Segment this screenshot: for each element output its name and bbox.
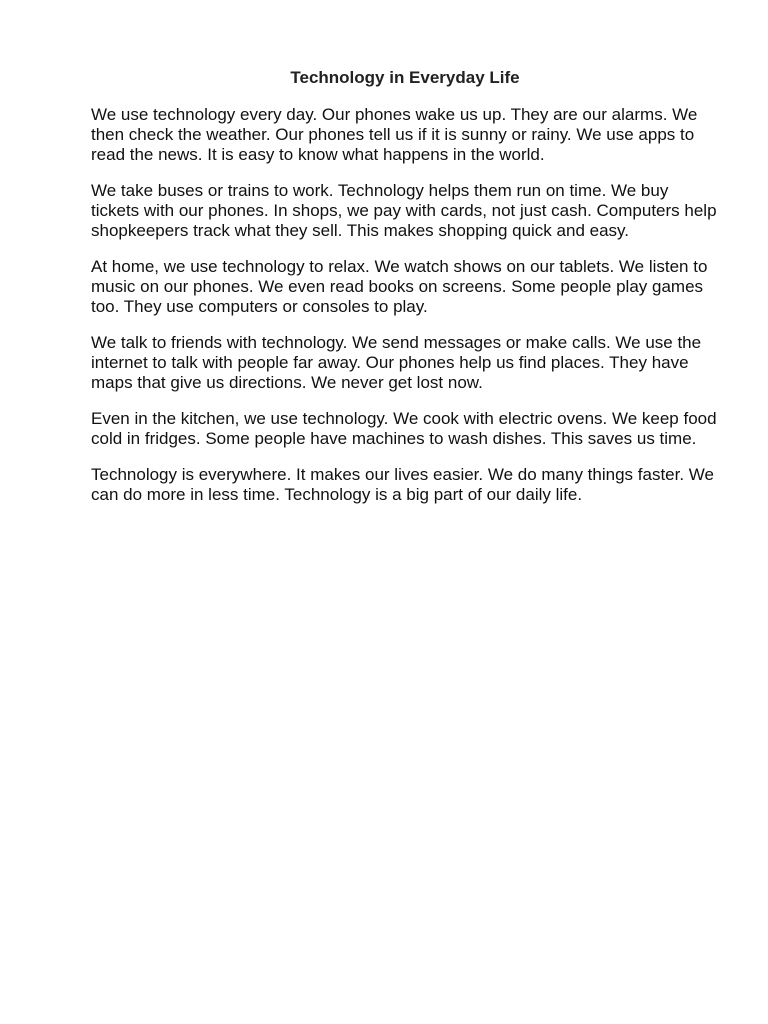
document-title: Technology in Everyday Life (290, 68, 520, 87)
paragraph-home-relax: At home, we use technology to relax. We watch shows on our tablets. We listen to music on our phones. We even read books on screens. Some people play games too. They use computers or consoles to play. (91, 257, 708, 316)
paragraph-conclusion: Technology is everywhere. It makes our lives easier. We do many things faster. We can do more in less time. Technology is a big part of our daily life. (91, 465, 714, 504)
paragraph-daily-use: We use technology every day. Our phones wake us up. They are our alarms. We then check the weather. Our phones tell us if it is sunny or rainy. We use apps to read the news. It is easy to know what happens in the world. (91, 105, 698, 164)
paragraph-kitchen: Even in the kitchen, we use technology. We cook with electric ovens. We keep food cold in fridges. Some people have machines to wash dishes. This saves us time. (91, 409, 717, 448)
paragraph-work-shopping: We take buses or trains to work. Technology helps them run on time. We buy tickets with our phones. In shops, we pay with cards, not just cash. Computers help shopkeepers track what they sell. This makes shopping quick and easy. (91, 181, 717, 240)
document-body (91, 67, 719, 521)
paragraph-communication: We talk to friends with technology. We send messages or make calls. We use the internet to talk with people far away. Our phones help us find places. They have maps that give us directions. We never get lost now. (91, 333, 702, 392)
